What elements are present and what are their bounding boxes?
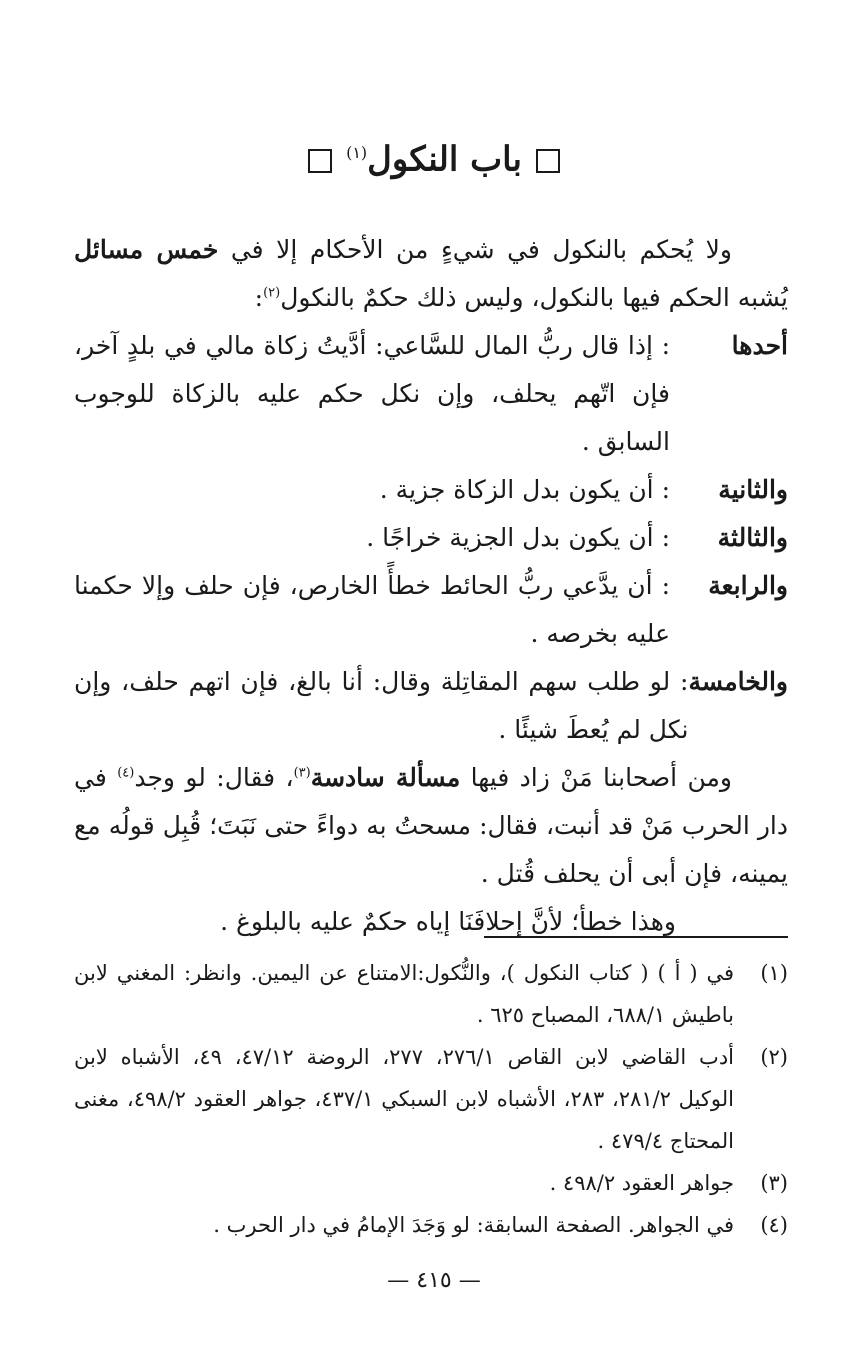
intro-text-1: ولا يُحكم بالنكول في شيءٍ من الأحكام إلا في — [218, 235, 732, 264]
item-text — [74, 562, 670, 658]
item-label: أحدها — [731, 331, 788, 360]
footnote-number: (٢) — [760, 1045, 788, 1069]
footnote — [74, 952, 788, 1036]
item-separator: : — [670, 667, 689, 696]
footnote-number: (٣) — [760, 1171, 788, 1195]
chapter-title — [0, 128, 868, 184]
para2-text-3: في دار الحرب مَنْ قد أنبت، فقال: مسحتُ به دواءً حتى نَبَتَ؛ قُبِل قولُه مع يمينه، فإن أبى أن يحلف قُتل . — [74, 763, 788, 888]
intro-bold: خمس مسائل — [74, 235, 219, 264]
intro-text-2: يُشبه الحكم فيها بالنكول، وليس ذلك حكمٌ بالنكول — [280, 283, 788, 312]
list-item — [74, 562, 788, 658]
item-body: إذا قال ربُّ المال للسَّاعي: أدَّيتُ زكاة مالي في بلدٍ آخر، فإن اتّهم يحلف، وإن نكل حكم عليه بالزكاة للوجوب السابق . — [74, 331, 670, 456]
footnote-text: في الجواهر. الصفحة السابقة: لو وَجَدَ الإمامُ في دار الحرب . — [213, 1213, 734, 1237]
item-label: والثانية — [718, 475, 788, 504]
footnote-ref-1: (١) — [346, 143, 368, 162]
item-separator: : — [652, 571, 670, 600]
item-text — [74, 322, 670, 466]
footnote — [74, 1162, 788, 1204]
closing-paragraph: وهذا خطأ؛ لأنَّ إحلافَنَا إياه حكمٌ عليه بالبلوغ . — [220, 907, 676, 936]
item-body: أن يدَّعي ربُّ الحائط خطأً الخارص، فإن حلف وإلا حكمنا عليه بخرصه . — [74, 571, 670, 648]
footnote-divider — [484, 936, 788, 938]
footnote-ref-3: (٣) — [293, 765, 311, 781]
list-item — [74, 658, 788, 754]
intro-end: : — [254, 283, 264, 312]
list-item — [74, 322, 788, 466]
intro-paragraph — [74, 226, 788, 322]
main-text — [74, 226, 788, 946]
para2-text-1: ومن أصحابنا مَنْ زاد فيها — [460, 763, 732, 792]
item-text — [74, 466, 670, 514]
footnotes — [74, 952, 788, 1246]
para2-bold: مسألة سادسة — [310, 763, 461, 792]
item-body: أن يكون بدل الجزية خراجًا . — [366, 523, 654, 552]
item-separator: : — [653, 523, 670, 552]
square-ornament-left — [308, 149, 332, 173]
sixth-issue-paragraph — [74, 754, 788, 898]
item-separator: : — [652, 331, 671, 360]
item-label: والرابعة — [708, 571, 788, 600]
item-body: أن يكون بدل الزكاة جزية . — [379, 475, 654, 504]
footnote-text: في ( أ ) ( كتاب النكول )، والنُّكول:الامتناع عن اليمين. وانظر: المغني لابن باطيش ٦٨٨/١، المصباح ٦٢٥ . — [74, 961, 734, 1027]
item-label: والثالثة — [717, 523, 788, 552]
item-text — [74, 514, 670, 562]
chapter-title-text: باب النكول — [367, 139, 522, 180]
footnote-ref-2: (٢) — [263, 285, 281, 301]
list-item — [74, 514, 788, 562]
item-text — [74, 658, 689, 754]
item-body: لو طلب سهم المقاتِلة وقال: أنا بالغ، فإن اتهم حلف، وإن نكل لم يُعطَ شيئًا . — [74, 667, 689, 744]
list-item — [74, 466, 788, 514]
footnote-number: (٤) — [760, 1213, 788, 1237]
item-separator: : — [653, 475, 670, 504]
footnote-text: جواهر العقود ٤٩٨/٢ . — [549, 1171, 734, 1195]
footnote — [74, 1204, 788, 1246]
page-number: — ٤١٥ — — [387, 1268, 481, 1293]
footnote-ref-4: (٤) — [117, 765, 135, 781]
para2-text-2: ، فقال: لو وجد — [134, 763, 294, 792]
footnote-text: أدب القاضي لابن القاص ٢٧٦/١، ٢٧٧، الروضة ٤٧/١٢، ٤٩، الأشباه لابن الوكيل ٢٨١/٢، ٢٨٣، الأشباه لابن السبكي ٤٣٧/١، جواهر العقود ٤٩٨/٢، مغنى المحتاج ٤٧٩/٤ . — [74, 1045, 735, 1153]
item-label: والخامسة — [688, 667, 788, 696]
square-ornament-right — [536, 149, 560, 173]
footnote — [74, 1036, 788, 1162]
footnote-number: (١) — [760, 961, 788, 985]
